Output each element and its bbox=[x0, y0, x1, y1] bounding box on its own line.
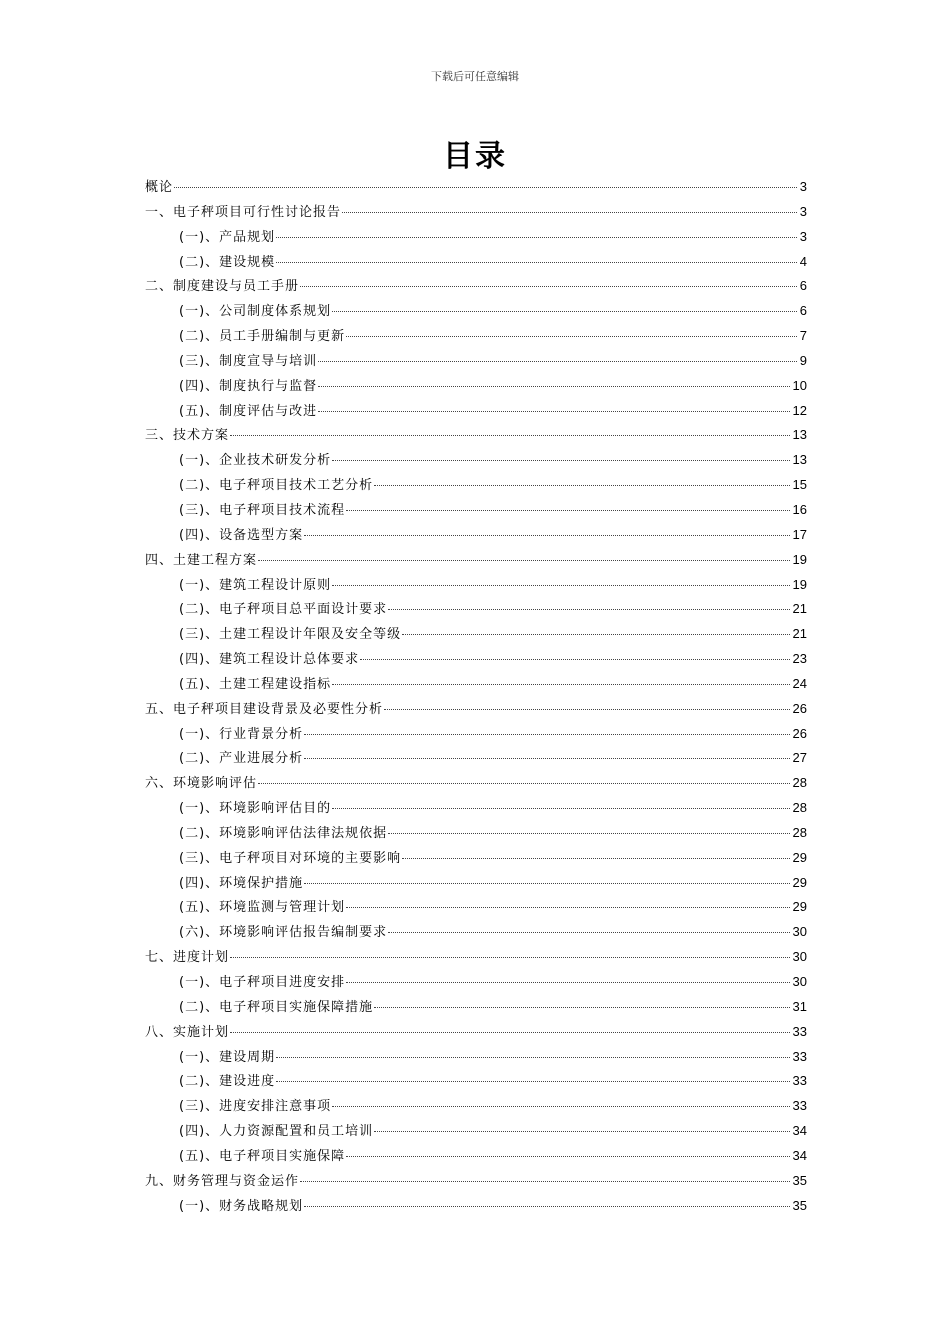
toc-entry-page-number: 16 bbox=[792, 501, 807, 517]
toc-entry-subsection[interactable] bbox=[145, 823, 807, 848]
toc-entry-label: (二)、电子秤项目总平面设计要求 bbox=[179, 602, 388, 618]
toc-entry-subsection[interactable] bbox=[145, 376, 807, 401]
toc-entry-page-number: 28 bbox=[792, 775, 807, 791]
toc-entry-label: (五)、电子秤项目实施保障 bbox=[179, 1148, 346, 1164]
toc-entry-subsection[interactable] bbox=[145, 997, 807, 1022]
dot-leader bbox=[230, 1032, 790, 1033]
toc-entry-label: (一)、行业背景分析 bbox=[179, 726, 304, 742]
dot-leader bbox=[318, 411, 789, 412]
toc-entry-label: 九、财务管理与资金运作 bbox=[145, 1173, 300, 1189]
toc-entry-label: (二)、电子秤项目技术工艺分析 bbox=[179, 478, 374, 494]
dot-leader bbox=[276, 1057, 789, 1058]
toc-entry-label: (三)、电子秤项目对环境的主要影响 bbox=[179, 850, 402, 866]
dot-leader bbox=[360, 659, 789, 660]
toc-entry-label: (三)、土建工程设计年限及安全等级 bbox=[179, 627, 402, 643]
dot-leader bbox=[346, 907, 789, 908]
dot-leader bbox=[402, 634, 789, 635]
toc-entry-label: (四)、人力资源配置和员工培训 bbox=[179, 1124, 374, 1140]
toc-entry-label: (三)、进度安排注意事项 bbox=[179, 1099, 332, 1115]
toc-entry-page-number: 19 bbox=[792, 576, 807, 592]
dot-leader bbox=[388, 833, 789, 834]
toc-entry-subsection[interactable] bbox=[145, 972, 807, 997]
dot-leader bbox=[304, 1206, 789, 1207]
toc-entry-label: (四)、环境保护措施 bbox=[179, 875, 304, 891]
toc-entry-page-number: 19 bbox=[792, 551, 807, 567]
toc-entry-label: (一)、财务战略规划 bbox=[179, 1198, 304, 1214]
toc-entry-page-number: 4 bbox=[799, 253, 807, 269]
toc-entry-subsection[interactable] bbox=[145, 227, 807, 252]
dot-leader bbox=[318, 361, 797, 362]
toc-entry-subsection[interactable] bbox=[145, 450, 807, 475]
toc-entry-subsection[interactable] bbox=[145, 1096, 807, 1121]
toc-entry-page-number: 6 bbox=[799, 303, 807, 319]
toc-entry-subsection[interactable] bbox=[145, 500, 807, 525]
toc-entry-page-number: 3 bbox=[799, 228, 807, 244]
toc-entry-page-number: 15 bbox=[792, 477, 807, 493]
toc-entry-subsection[interactable] bbox=[145, 1146, 807, 1171]
toc-entry-section[interactable] bbox=[145, 276, 807, 301]
toc-entry-label: (一)、产品规划 bbox=[179, 229, 276, 245]
toc-entry-label: (一)、电子秤项目进度安排 bbox=[179, 975, 346, 990]
toc-entry-label: (六)、环境影响评估报告编制要求 bbox=[179, 925, 388, 941]
toc-entry-section[interactable] bbox=[145, 177, 807, 202]
dot-leader bbox=[388, 609, 789, 610]
toc-entry-label: 八、实施计划 bbox=[145, 1024, 230, 1040]
toc-entry-label: 三、技术方案 bbox=[145, 428, 230, 444]
toc-entry-subsection[interactable] bbox=[145, 475, 807, 500]
dot-leader bbox=[342, 212, 797, 213]
dot-leader bbox=[258, 560, 790, 561]
dot-leader bbox=[300, 1181, 790, 1182]
toc-entry-section[interactable] bbox=[145, 202, 807, 227]
toc-entry-label: (四)、制度执行与监督 bbox=[179, 378, 318, 394]
dot-leader bbox=[384, 709, 790, 710]
dot-leader bbox=[346, 336, 797, 337]
toc-entry-label: (五)、制度评估与改进 bbox=[179, 403, 318, 419]
dot-leader bbox=[258, 783, 790, 784]
toc-entry-subsection[interactable] bbox=[145, 252, 807, 277]
dot-leader bbox=[374, 1007, 789, 1008]
toc-entry-page-number: 34 bbox=[792, 1123, 807, 1139]
toc-entry-label: (五)、土建工程建设指标 bbox=[179, 676, 332, 692]
toc-entry-subsection[interactable] bbox=[145, 351, 807, 376]
toc-entry-page-number: 35 bbox=[792, 1197, 807, 1213]
toc-entry-section[interactable] bbox=[145, 1171, 807, 1196]
toc-entry-label: (四)、建筑工程设计总体要求 bbox=[179, 652, 360, 668]
toc-entry-label: 一、电子秤项目可行性讨论报告 bbox=[145, 204, 342, 220]
dot-leader bbox=[304, 883, 789, 884]
toc-entry-page-number: 29 bbox=[792, 899, 807, 915]
dot-leader bbox=[304, 758, 789, 759]
toc-entry-subsection[interactable] bbox=[145, 897, 807, 922]
toc-entry-label: (二)、产业进展分析 bbox=[179, 751, 304, 767]
toc-entry-subsection[interactable] bbox=[145, 599, 807, 624]
toc-entry-subsection[interactable] bbox=[145, 748, 807, 773]
toc-entry-subsection[interactable] bbox=[145, 1071, 807, 1096]
toc-entry-page-number: 7 bbox=[799, 328, 807, 344]
toc-entry-page-number: 21 bbox=[792, 626, 807, 642]
toc-entry-subsection[interactable] bbox=[145, 525, 807, 550]
toc-entry-page-number: 26 bbox=[792, 700, 807, 716]
toc-entry-page-number: 33 bbox=[792, 1073, 807, 1089]
toc-entry-label: (三)、制度宣导与培训 bbox=[179, 353, 318, 369]
dot-leader bbox=[304, 535, 789, 536]
toc-entry-page-number: 30 bbox=[792, 949, 807, 965]
dot-leader bbox=[174, 187, 797, 188]
toc-entry-subsection[interactable] bbox=[145, 873, 807, 898]
toc-entry-label: (五)、环境监测与管理计划 bbox=[179, 900, 346, 916]
toc-entry-section[interactable] bbox=[145, 425, 807, 450]
toc-entry-subsection[interactable] bbox=[145, 624, 807, 649]
table-of-contents bbox=[145, 177, 807, 1220]
toc-entry-section[interactable] bbox=[145, 1022, 807, 1047]
toc-entry-subsection[interactable] bbox=[145, 674, 807, 699]
toc-entry-page-number: 31 bbox=[792, 998, 807, 1014]
toc-entry-page-number: 10 bbox=[792, 377, 807, 393]
toc-entry-page-number: 29 bbox=[792, 874, 807, 890]
page-header: 下载后可任意编辑 bbox=[431, 70, 519, 83]
toc-entry-label: (一)、企业技术研发分析 bbox=[179, 453, 332, 469]
toc-entry-label: (二)、环境影响评估法律法规依据 bbox=[179, 825, 388, 841]
dot-leader bbox=[332, 808, 789, 809]
toc-entry-subsection[interactable] bbox=[145, 326, 807, 351]
toc-entry-page-number: 12 bbox=[792, 402, 807, 418]
toc-entry-label: (一)、建筑工程设计原则 bbox=[179, 577, 332, 593]
toc-entry-subsection[interactable] bbox=[145, 1047, 807, 1072]
dot-leader bbox=[318, 386, 789, 387]
dot-leader bbox=[332, 1106, 789, 1107]
toc-entry-page-number: 26 bbox=[792, 725, 807, 741]
toc-entry-label: 四、土建工程方案 bbox=[145, 552, 258, 568]
dot-leader bbox=[346, 510, 789, 511]
toc-entry-page-number: 6 bbox=[799, 278, 807, 294]
toc-entry-label: 七、进度计划 bbox=[145, 950, 230, 966]
toc-entry-subsection[interactable] bbox=[145, 575, 807, 600]
dot-leader bbox=[388, 932, 789, 933]
toc-entry-subsection[interactable] bbox=[145, 1121, 807, 1146]
dot-leader bbox=[300, 286, 797, 287]
toc-entry-page-number: 21 bbox=[792, 601, 807, 617]
toc-entry-label: (一)、公司制度体系规划 bbox=[179, 304, 332, 320]
toc-entry-page-number: 33 bbox=[792, 1048, 807, 1064]
toc-entry-subsection[interactable] bbox=[145, 848, 807, 873]
dot-leader bbox=[402, 858, 789, 859]
dot-leader bbox=[332, 460, 789, 461]
toc-entry-page-number: 17 bbox=[792, 526, 807, 542]
toc-entry-label: 五、电子秤项目建设背景及必要性分析 bbox=[145, 701, 384, 717]
toc-entry-page-number: 30 bbox=[792, 924, 807, 940]
toc-entry-subsection[interactable] bbox=[145, 401, 807, 426]
toc-entry-section[interactable] bbox=[145, 947, 807, 972]
toc-entry-subsection[interactable] bbox=[145, 922, 807, 947]
toc-entry-page-number: 28 bbox=[792, 800, 807, 816]
toc-entry-section[interactable] bbox=[145, 699, 807, 724]
toc-entry-label: (四)、设备选型方案 bbox=[179, 527, 304, 543]
toc-entry-subsection[interactable] bbox=[145, 798, 807, 823]
toc-entry-label: (二)、电子秤项目实施保障措施 bbox=[179, 999, 374, 1015]
page-title: 目录 bbox=[443, 139, 507, 174]
toc-entry-page-number: 23 bbox=[792, 651, 807, 667]
dot-leader bbox=[332, 311, 797, 312]
toc-entry-label: (二)、建设进度 bbox=[179, 1074, 276, 1090]
toc-entry-page-number: 13 bbox=[792, 452, 807, 468]
dot-leader bbox=[304, 734, 789, 735]
dot-leader bbox=[276, 262, 797, 263]
dot-leader bbox=[276, 1081, 789, 1082]
toc-entry-label: (二)、建设规模 bbox=[179, 254, 276, 270]
toc-entry-subsection[interactable] bbox=[145, 724, 807, 749]
dot-leader bbox=[374, 1131, 789, 1132]
toc-entry-page-number: 30 bbox=[792, 974, 807, 989]
dot-leader bbox=[346, 982, 789, 983]
dot-leader bbox=[230, 957, 790, 958]
toc-entry-section[interactable] bbox=[145, 550, 807, 575]
toc-entry-label: (一)、建设周期 bbox=[179, 1049, 276, 1065]
toc-entry-label: 六、环境影响评估 bbox=[145, 776, 258, 792]
toc-entry-label: (一)、环境影响评估目的 bbox=[179, 801, 332, 817]
toc-entry-page-number: 27 bbox=[792, 750, 807, 766]
toc-entry-page-number: 33 bbox=[792, 1098, 807, 1114]
toc-entry-subsection[interactable] bbox=[145, 649, 807, 674]
toc-entry-page-number: 13 bbox=[792, 427, 807, 443]
toc-entry-label: 概论 bbox=[145, 180, 174, 195]
toc-entry-label: (二)、员工手册编制与更新 bbox=[179, 329, 346, 345]
toc-entry-page-number: 29 bbox=[792, 849, 807, 865]
dot-leader bbox=[374, 485, 789, 486]
toc-entry-section[interactable] bbox=[145, 773, 807, 798]
toc-entry-page-number: 33 bbox=[792, 1023, 807, 1039]
toc-entry-page-number: 34 bbox=[792, 1147, 807, 1163]
dot-leader bbox=[276, 237, 797, 238]
dot-leader bbox=[230, 435, 790, 436]
toc-entry-label: 二、制度建设与员工手册 bbox=[145, 279, 300, 295]
toc-entry-subsection[interactable] bbox=[145, 1196, 807, 1221]
toc-entry-page-number: 9 bbox=[799, 352, 807, 368]
dot-leader bbox=[332, 684, 789, 685]
toc-entry-page-number: 35 bbox=[792, 1172, 807, 1188]
toc-entry-page-number: 3 bbox=[799, 203, 807, 219]
dot-leader bbox=[346, 1156, 789, 1157]
toc-entry-page-number: 3 bbox=[799, 179, 807, 194]
dot-leader bbox=[332, 585, 789, 586]
toc-entry-label: (三)、电子秤项目技术流程 bbox=[179, 502, 346, 518]
toc-entry-subsection[interactable] bbox=[145, 301, 807, 326]
toc-entry-page-number: 24 bbox=[792, 675, 807, 691]
toc-entry-page-number: 28 bbox=[792, 824, 807, 840]
